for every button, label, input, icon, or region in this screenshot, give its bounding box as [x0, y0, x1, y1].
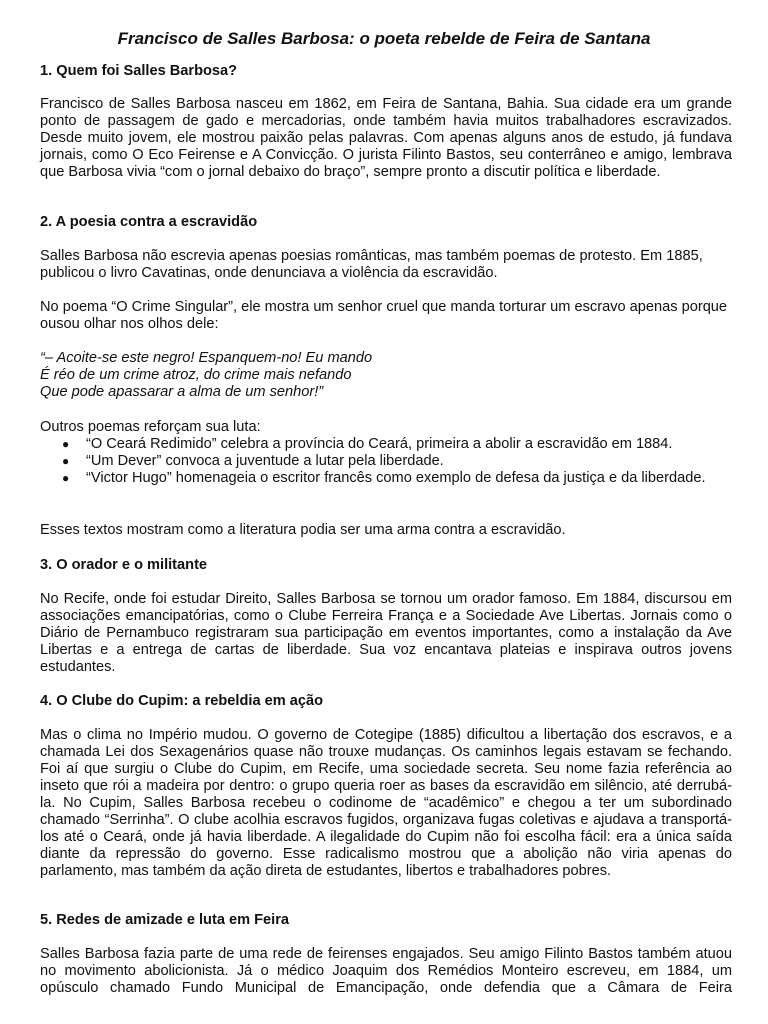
section-4-heading: 4. O Clube do Cupim: a rebeldia em ação	[40, 693, 324, 709]
poem-line-2: É réo de um crime atroz, do crime mais nefando	[40, 367, 352, 383]
poems-bullet-list	[40, 436, 732, 487]
poem-line-3: Que pode apassarar a alma de um senhor!”	[40, 384, 324, 400]
section-5-heading: 5. Redes de amizade e luta em Feira	[40, 912, 290, 928]
section-2-paragraph-4: Esses textos mostram como a literatura podia ser uma arma contra a escravidão.	[40, 522, 566, 538]
section-1-heading: 1. Quem foi Salles Barbosa?	[40, 63, 238, 79]
list-item: ● “Um Dever” convoca a juventude a lutar pela liberdade.	[62, 453, 444, 469]
section-1-paragraph: Francisco de Salles Barbosa nasceu em 1862, em Feira de Santana, Bahia. Sua cidade era um grande ponto de passagem de gado e mercadorias, onde também havia muitos trabalhadores escravizados. Desde muito jovem, ele mostrou paixão pelas palavras. Com apenas alguns anos de estudo, já fundava jornais, como O Eco Feirense e A Convicção. O jurista Filinto Bastos, seu conterrâneo e amigo, lembrava que Barbosa vivia “com o jornal debaixo do braço”, sempre pronto a discutir política e liberdade.	[40, 96, 732, 180]
document-title: Francisco de Salles Barbosa: o poeta rebelde de Feira de Santana	[117, 29, 651, 48]
section-5-paragraph: Salles Barbosa fazia parte de uma rede de feirenses engajados. Seu amigo Filinto Bastos também atuou no movimento abolicionista. Já o médico Joaquim dos Remédios Monteiro escreveu, em 1884, um opúsculo chamado Fundo Municipal de Emancipação, onde defendia que a Câmara de Feira	[40, 946, 732, 996]
list-item: ● “O Ceará Redimido” celebra a província do Ceará, primeira a abolir a escravidão em 1884.	[62, 436, 673, 452]
section-4-paragraph: Mas o clima no Império mudou. O governo de Cotegipe (1885) dificultou a libertação dos escravos, e a chamada Lei dos Sexagenários quase não trouxe mudanças. Os caminhos legais estavam se fechando. Foi aí que surgiu o Clube do Cupim, em Recife, uma sociedade secreta. Seu nome fazia referência ao inseto que rói a madeira por dentro: o grupo queria roer as bases da escravidão em silêncio, até derrubá-la. No Cupim, Salles Barbosa recebeu o codinome de “acadêmico” e chegou a ter um subordinado chamado “Serrinha”. O clube acolhia escravos fugidos, organizava fugas coletivas e ajudava a transportá-los até o Ceará, onde já havia liberdade. A ilegalidade do Cupim não foi escolha fácil: era a única saída diante da repressão do governo. Esse radicalismo mostrou que a abolição não viria apenas do parlamento, mas também da ação direta de estudantes, libertos e trabalhadores pobres.	[40, 727, 732, 879]
section-3-heading: 3. O orador e o militante	[40, 557, 208, 573]
bullet-icon: ●	[62, 437, 70, 451]
poem-line-1: “– Acoite-se este negro! Espanquem-no! Eu mando	[40, 350, 373, 366]
section-2-paragraph-2: No poema “O Crime Singular”, ele mostra um senhor cruel que manda torturar um escravo apenas porque ousou olhar nos olhos dele:	[40, 299, 728, 332]
list-item: ● “Victor Hugo” homenageia o escritor francês como exemplo de defesa da justiça e da liberdade.	[62, 470, 706, 486]
bullet-icon: ●	[62, 454, 70, 468]
section-2-paragraph-3: Outros poemas reforçam sua luta:	[40, 419, 261, 435]
section-2-paragraph-1: Salles Barbosa não escrevia apenas poesias românticas, mas também poemas de protesto. Em 1885, publicou o livro Cavatinas, onde denunciava a violência da escravidão.	[40, 248, 703, 281]
section-3-paragraph: No Recife, onde foi estudar Direito, Salles Barbosa se tornou um orador famoso. Em 1884, discursou em associações emancipatórias, como o Clube Ferreira França e a Sociedade Ave Libertas. Jornais como o Diário de Pernambuco registraram sua participação em eventos importantes, como a instalação da Ave Libertas e a entrega de cartas de liberdade. Sua voz encantava plateias e inspirava outros jovens estudantes.	[40, 591, 732, 675]
bullet-icon: ●	[62, 471, 70, 485]
poem-quote	[40, 350, 732, 401]
section-2-heading: 2. A poesia contra a escravidão	[40, 214, 258, 230]
